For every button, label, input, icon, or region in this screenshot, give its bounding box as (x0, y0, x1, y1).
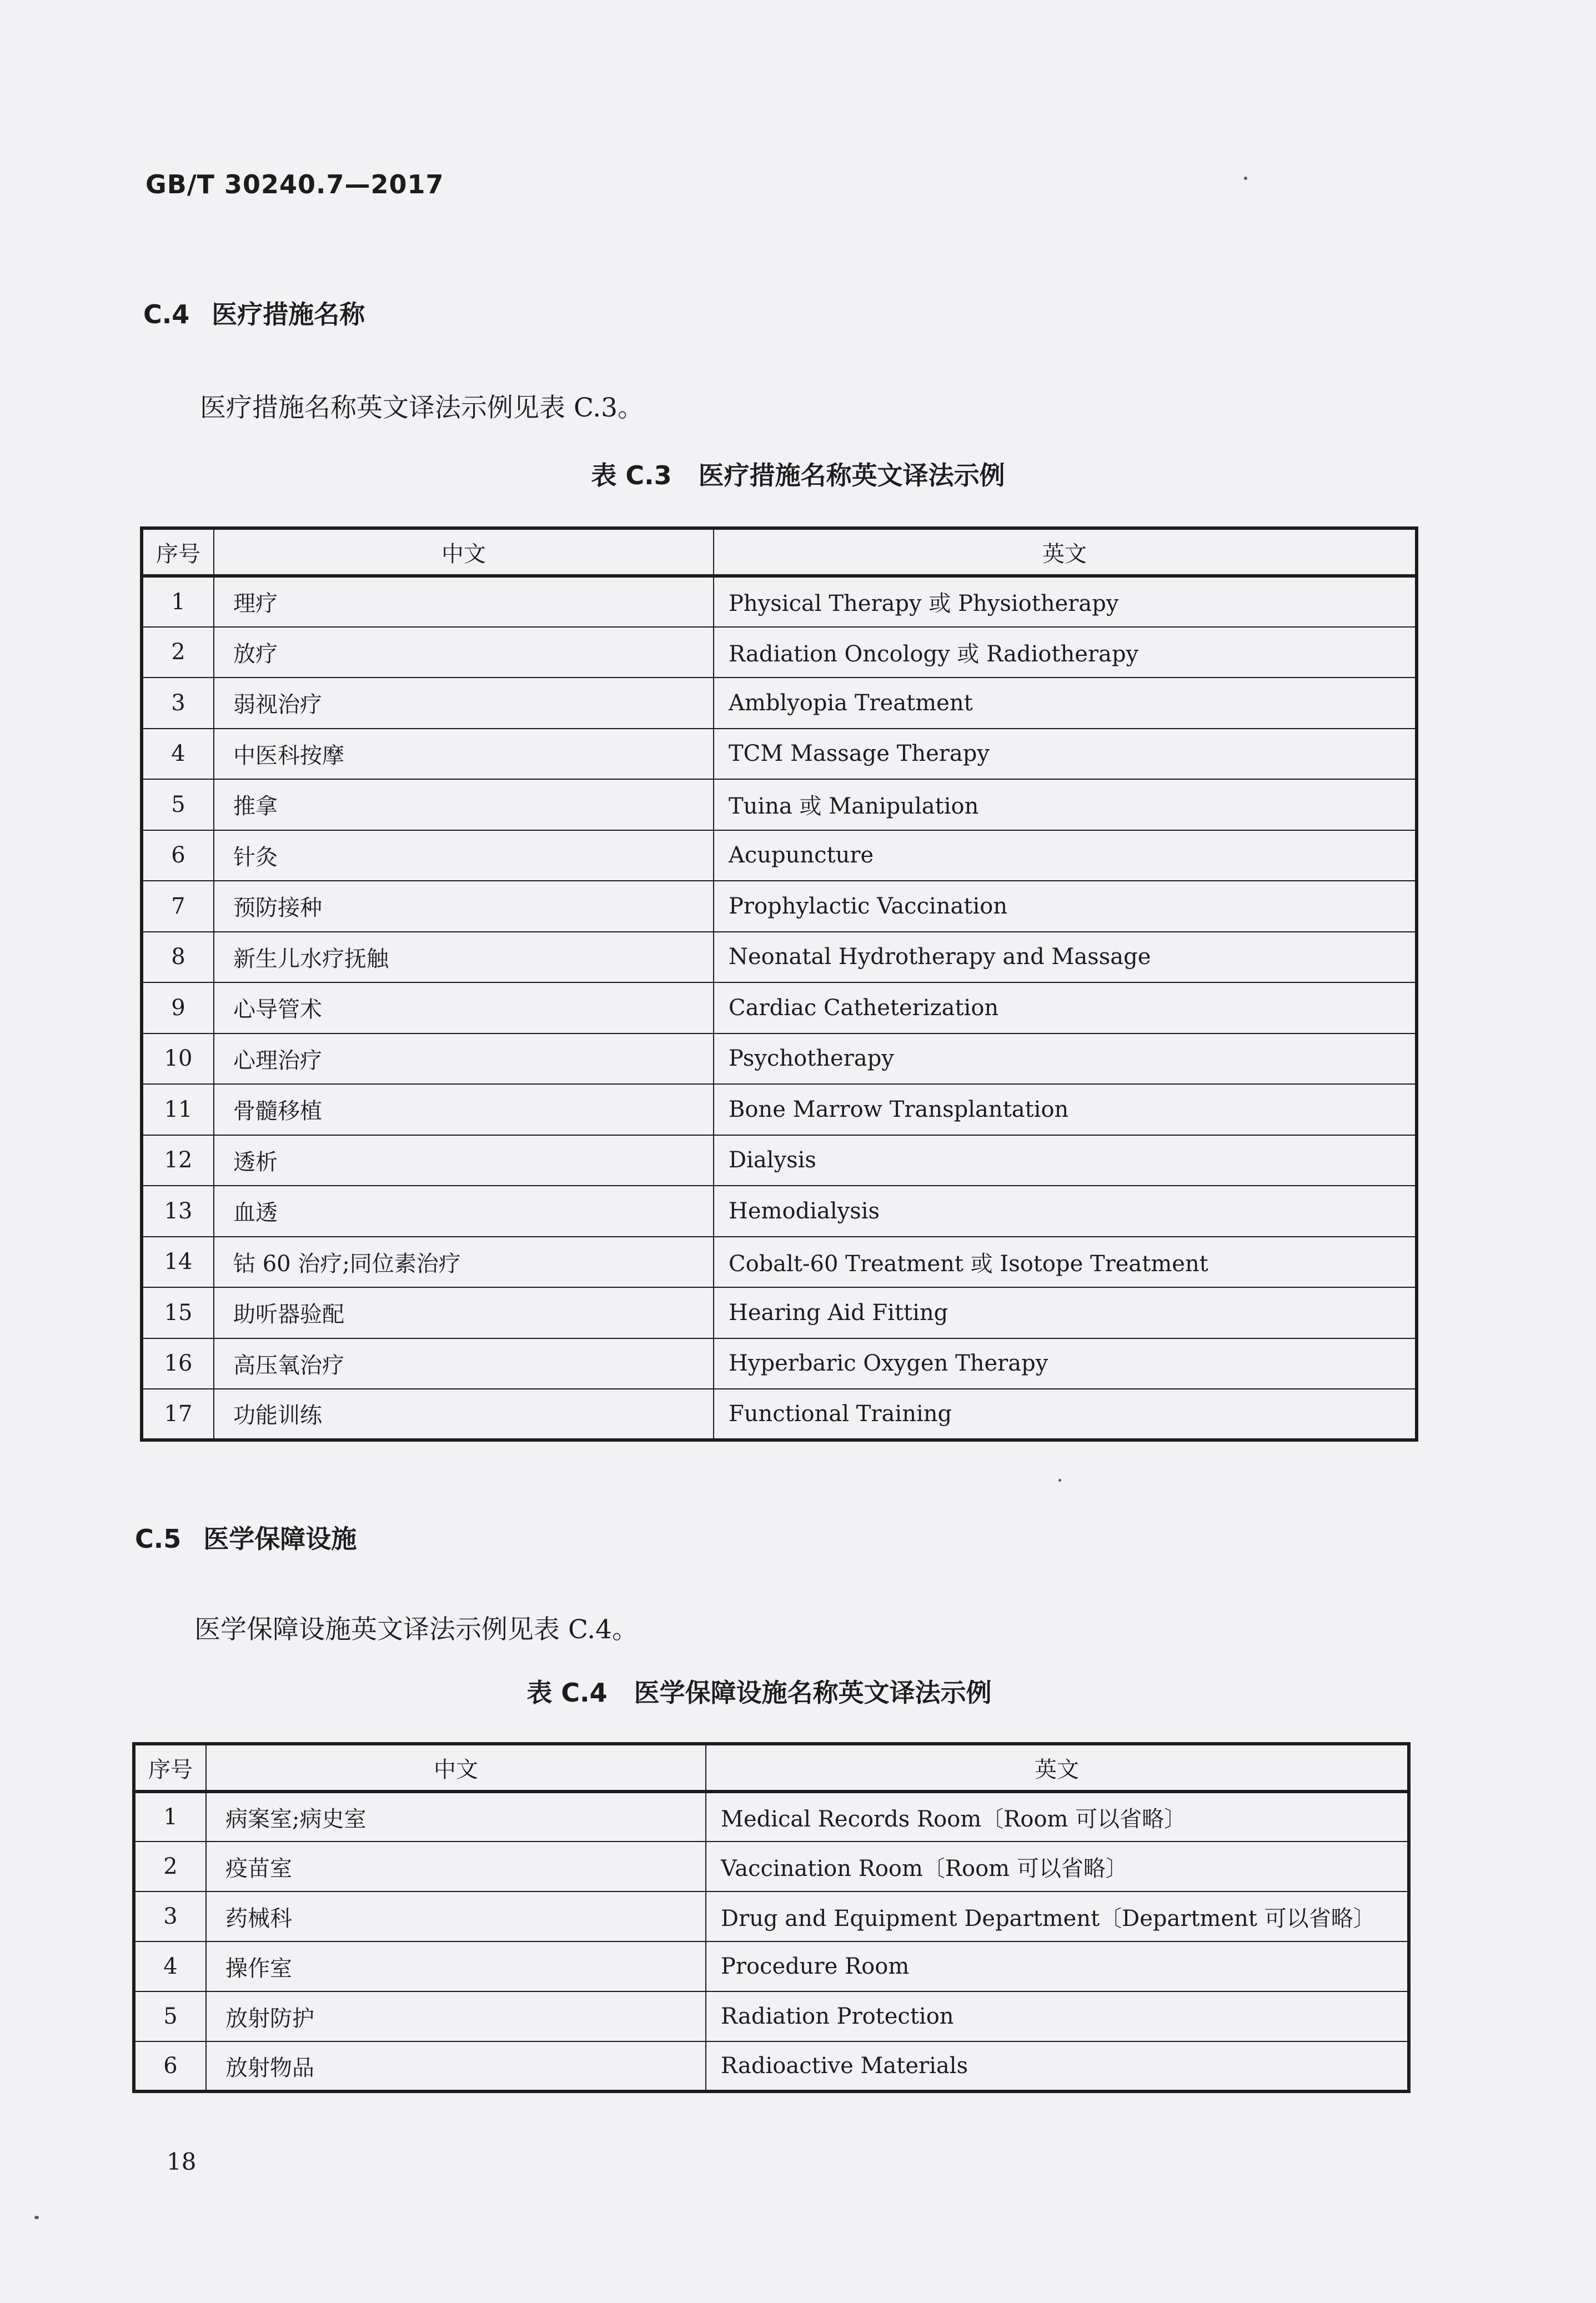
row-number: 6 (134, 2041, 206, 2091)
row-chinese: 疫苗室 (206, 1842, 706, 1891)
table-header-row (134, 1744, 1409, 1792)
row-english: Radioactive Materials (706, 2041, 1409, 2091)
row-number: 3 (134, 1891, 206, 1941)
table-row (142, 1084, 1417, 1135)
row-chinese: 预防接种 (214, 881, 714, 932)
row-english: Hearing Aid Fitting (714, 1287, 1417, 1338)
row-english: Procedure Room (706, 1941, 1409, 1991)
table-c4-caption (0, 1673, 1557, 1709)
table-row (142, 1338, 1417, 1389)
table-c4-label: 表 C.4 (526, 1678, 608, 1708)
row-chinese: 推拿 (214, 779, 714, 830)
row-chinese: 血透 (214, 1186, 714, 1237)
row-english: Dialysis (714, 1135, 1417, 1186)
section-c5-title: 医学保障设施 (203, 1524, 357, 1554)
row-english: Radiation Protection (706, 1991, 1409, 2041)
table-row (142, 576, 1417, 627)
row-english: Cobalt-60 Treatment 或 Isotope Treatment (714, 1237, 1417, 1288)
row-english: Vaccination Room〔Room 可以省略〕 (706, 1842, 1409, 1891)
column-header-number: 序号 (134, 1744, 206, 1792)
column-header-number: 序号 (142, 528, 214, 576)
row-number: 4 (142, 729, 214, 780)
row-number: 14 (142, 1237, 214, 1288)
table-c3-title: 医疗措施名称英文译法示例 (698, 460, 1005, 490)
scan-speck (1058, 1479, 1061, 1482)
table-row (142, 881, 1417, 932)
row-english: TCM Massage Therapy (714, 729, 1417, 780)
row-english: Functional Training (714, 1389, 1417, 1440)
section-c4-heading (143, 294, 365, 331)
row-number: 6 (142, 830, 214, 881)
row-chinese: 针灸 (214, 830, 714, 881)
table-row (142, 1135, 1417, 1186)
row-chinese: 助听器验配 (214, 1287, 714, 1338)
page-number: 18 (167, 2148, 197, 2175)
table-row (134, 1792, 1409, 1842)
row-english: Cardiac Catheterization (714, 982, 1417, 1033)
row-chinese: 放射物品 (206, 2041, 706, 2091)
row-chinese: 钴 60 治疗;同位素治疗 (214, 1237, 714, 1288)
table-row (142, 982, 1417, 1033)
section-c5-heading (135, 1519, 357, 1556)
table-row (134, 1891, 1409, 1941)
table-c4 (132, 1742, 1411, 2093)
row-number: 16 (142, 1338, 214, 1389)
row-chinese: 心理治疗 (214, 1033, 714, 1085)
column-header-chinese: 中文 (214, 528, 714, 576)
row-number: 2 (142, 627, 214, 678)
table-header-row (142, 528, 1417, 576)
row-number: 5 (134, 1991, 206, 2041)
row-number: 11 (142, 1084, 214, 1135)
row-chinese: 中医科按摩 (214, 729, 714, 780)
table-row (142, 1237, 1417, 1288)
row-number: 7 (142, 881, 214, 932)
table-row (142, 1389, 1417, 1440)
table-row (134, 1842, 1409, 1891)
row-english: Physical Therapy 或 Physiotherapy (714, 576, 1417, 627)
table-row (142, 779, 1417, 830)
section-c5-number: C.5 (135, 1524, 182, 1554)
table-row (134, 1991, 1409, 2041)
section-c4-title: 医疗措施名称 (212, 299, 365, 329)
row-chinese: 药械科 (206, 1891, 706, 1941)
table-row (142, 1287, 1417, 1338)
row-number: 10 (142, 1033, 214, 1085)
scan-speck (1244, 177, 1247, 180)
row-english: Hemodialysis (714, 1186, 1417, 1237)
section-c5-intro: 医学保障设施英文译法示例见表 C.4。 (194, 1614, 639, 1645)
scan-speck (34, 2216, 39, 2219)
table-c3 (140, 526, 1418, 1442)
row-number: 12 (142, 1135, 214, 1186)
row-number: 13 (142, 1186, 214, 1237)
row-chinese: 弱视治疗 (214, 678, 714, 729)
row-number: 9 (142, 982, 214, 1033)
row-number: 17 (142, 1389, 214, 1440)
row-english: Drug and Equipment Department〔Department 可以省略〕 (706, 1891, 1409, 1941)
table-c3-caption (0, 455, 1596, 492)
row-number: 3 (142, 678, 214, 729)
table-row (134, 1941, 1409, 1991)
table-row (142, 678, 1417, 729)
row-number: 5 (142, 779, 214, 830)
row-number: 15 (142, 1287, 214, 1338)
table-row (142, 1033, 1417, 1085)
table-row (134, 2041, 1409, 2091)
row-english: Hyperbaric Oxygen Therapy (714, 1338, 1417, 1389)
column-header-chinese: 中文 (206, 1744, 706, 1792)
row-number: 1 (134, 1792, 206, 1842)
column-header-english: 英文 (714, 528, 1417, 576)
row-chinese: 新生儿水疗抚触 (214, 932, 714, 983)
row-chinese: 心导管术 (214, 982, 714, 1033)
section-c4-number: C.4 (143, 299, 190, 329)
row-number: 8 (142, 932, 214, 983)
row-number: 4 (134, 1941, 206, 1991)
row-chinese: 骨髓移植 (214, 1084, 714, 1135)
row-english: Medical Records Room〔Room 可以省略〕 (706, 1792, 1409, 1842)
column-header-english: 英文 (706, 1744, 1409, 1792)
row-chinese: 病案室;病史室 (206, 1792, 706, 1842)
row-number: 2 (134, 1842, 206, 1891)
row-chinese: 高压氧治疗 (214, 1338, 714, 1389)
row-chinese: 放射防护 (206, 1991, 706, 2041)
table-row (142, 932, 1417, 983)
row-chinese: 透析 (214, 1135, 714, 1186)
row-english: Bone Marrow Transplantation (714, 1084, 1417, 1135)
row-english: Tuina 或 Manipulation (714, 779, 1417, 830)
row-english: Amblyopia Treatment (714, 678, 1417, 729)
row-english: Acupuncture (714, 830, 1417, 881)
row-chinese: 操作室 (206, 1941, 706, 1991)
row-english: Prophylactic Vaccination (714, 881, 1417, 932)
row-english: Neonatal Hydrotherapy and Massage (714, 932, 1417, 983)
row-english: Psychotherapy (714, 1033, 1417, 1085)
row-chinese: 功能训练 (214, 1389, 714, 1440)
row-number: 1 (142, 576, 214, 627)
table-row (142, 627, 1417, 678)
table-row (142, 830, 1417, 881)
standard-code: GB/T 30240.7—2017 (145, 169, 444, 199)
table-c3-label: 表 C.3 (591, 460, 672, 490)
row-chinese: 理疗 (214, 576, 714, 627)
row-english: Radiation Oncology 或 Radiotherapy (714, 627, 1417, 678)
table-row (142, 1186, 1417, 1237)
row-chinese: 放疗 (214, 627, 714, 678)
table-c4-title: 医学保障设施名称英文译法示例 (634, 1678, 992, 1708)
section-c4-intro: 医疗措施名称英文译法示例见表 C.3。 (200, 393, 644, 423)
table-row (142, 729, 1417, 780)
